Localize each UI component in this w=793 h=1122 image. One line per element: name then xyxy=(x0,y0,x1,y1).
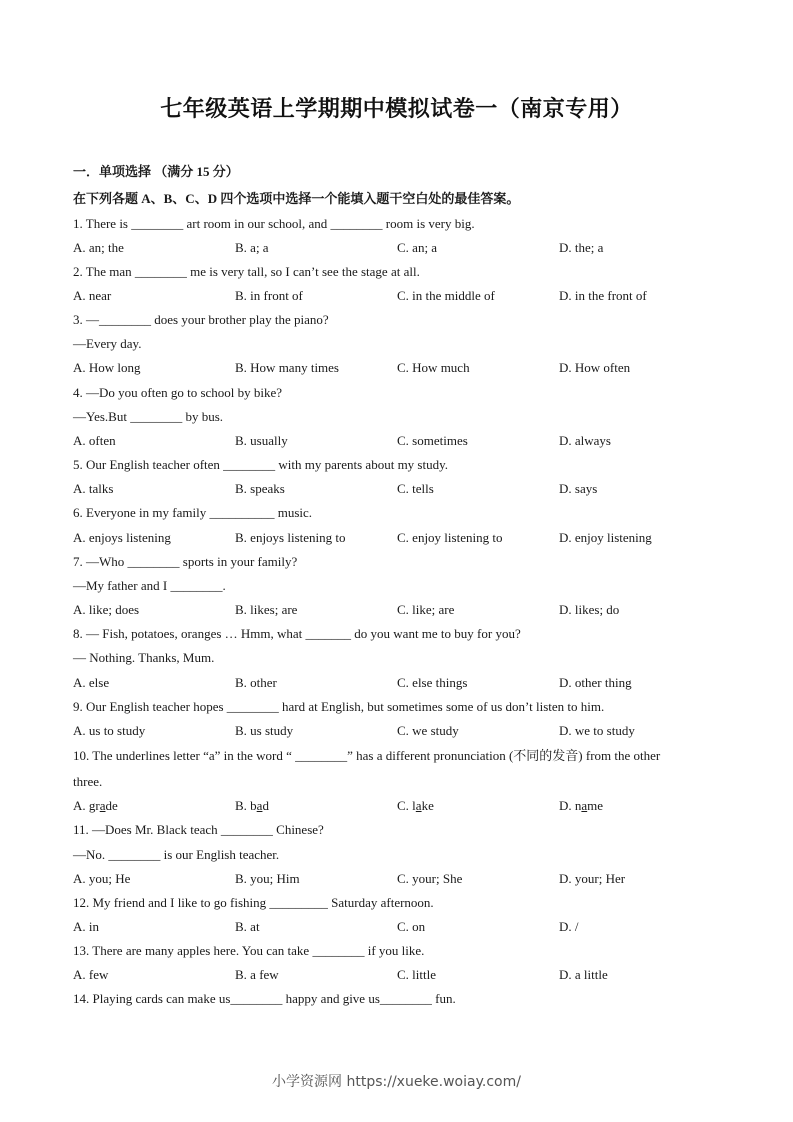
option-d: D. / xyxy=(559,919,579,934)
option-b: B. likes; are xyxy=(235,602,298,617)
option-b: B. us study xyxy=(235,723,294,738)
question-line: —My father and I ________. xyxy=(73,578,226,593)
option-b: B. you; Him xyxy=(235,871,300,886)
option-c: C. enjoy listening to xyxy=(397,530,503,545)
question-line: 9. Our English teacher hopes ________ hard at English, but sometimes some of us don’t listen to him. xyxy=(73,699,605,714)
option-text: C. l xyxy=(397,798,416,813)
section-heading: 一．单项选择 （满分 15 分） xyxy=(73,164,239,179)
option-text: A. gr xyxy=(73,798,100,813)
option-d: D. likes; do xyxy=(559,602,620,617)
option-d xyxy=(559,798,603,814)
option-a: A. in xyxy=(73,919,99,934)
option-a: A. else xyxy=(73,675,110,690)
option-text: B. b xyxy=(235,798,257,813)
option-text: me xyxy=(587,798,604,813)
option-b: B. enjoys listening to xyxy=(235,530,346,545)
option-c: C. little xyxy=(397,967,436,982)
option-c: C. sometimes xyxy=(397,433,468,448)
question-line: 8. — Fish, potatoes, oranges … Hmm, what _______ do you want me to buy for you? xyxy=(73,626,521,641)
options-row xyxy=(73,481,733,497)
option-text: ke xyxy=(421,798,434,813)
option-c: C. on xyxy=(397,919,426,934)
option-b: B. at xyxy=(235,919,260,934)
option-c xyxy=(397,798,434,814)
option-text: d xyxy=(262,798,269,813)
option-b: B. in front of xyxy=(235,288,303,303)
option-text: D. n xyxy=(559,798,582,813)
option-a: A. you; He xyxy=(73,871,131,886)
option-text: de xyxy=(105,798,118,813)
footer-watermark: 小学资源网 https://xueke.woiay.com/ xyxy=(272,1074,521,1090)
option-c: C. How much xyxy=(397,360,470,375)
option-c: C. like; are xyxy=(397,602,455,617)
question-line: three. xyxy=(73,774,103,789)
option-b: B. speaks xyxy=(235,481,285,496)
options-row xyxy=(73,798,733,814)
exam-title: 七年级英语上学期期中模拟试卷一（南京专用） xyxy=(160,96,633,121)
question-line: 14. Playing cards can make us________ happy and give us________ fun. xyxy=(73,991,456,1006)
option-a: A. us to study xyxy=(73,723,146,738)
option-a: A. near xyxy=(73,288,112,303)
options-row xyxy=(73,919,733,935)
option-a: A. often xyxy=(73,433,116,448)
option-d: D. says xyxy=(559,481,598,496)
option-b xyxy=(235,798,269,814)
options-row xyxy=(73,967,733,983)
question-line: 12. My friend and I like to go fishing _________ Saturday afternoon. xyxy=(73,895,434,910)
option-c: C. your; She xyxy=(397,871,463,886)
question-line: 5. Our English teacher often ________ with my parents about my study. xyxy=(73,457,449,472)
option-a: A. How long xyxy=(73,360,141,375)
question-line: 10. The underlines letter “a” in the word “ ________” has a different pronunciation (不同的发音) from the other xyxy=(73,748,661,763)
option-a: A. talks xyxy=(73,481,114,496)
option-d: D. your; Her xyxy=(559,871,626,886)
option-a: A. like; does xyxy=(73,602,140,617)
question-line: —No. ________ is our English teacher. xyxy=(73,847,280,862)
question-line: 4. —Do you often go to school by bike? xyxy=(73,385,283,400)
option-d: D. How often xyxy=(559,360,631,375)
question-line: 11. —Does Mr. Black teach ________ Chinese? xyxy=(73,822,324,837)
option-c: C. in the middle of xyxy=(397,288,495,303)
option-a xyxy=(73,798,118,814)
underlined-letter: a xyxy=(256,798,263,813)
option-d: D. other thing xyxy=(559,675,632,690)
option-b: B. a few xyxy=(235,967,279,982)
options-row xyxy=(73,675,733,691)
option-c: C. else things xyxy=(397,675,468,690)
options-row xyxy=(73,360,733,376)
question-line: —Every day. xyxy=(73,336,142,351)
option-b: B. How many times xyxy=(235,360,339,375)
option-a: A. few xyxy=(73,967,109,982)
options-row xyxy=(73,723,733,739)
question-line: 6. Everyone in my family __________ music. xyxy=(73,505,313,520)
question-line: 13. There are many apples here. You can take ________ if you like. xyxy=(73,943,425,958)
underlined-letter: a xyxy=(415,798,422,813)
options-row xyxy=(73,433,733,449)
option-d: D. a little xyxy=(559,967,608,982)
options-row xyxy=(73,288,733,304)
option-d: D. always xyxy=(559,433,611,448)
option-b: B. other xyxy=(235,675,277,690)
option-a: A. enjoys listening xyxy=(73,530,171,545)
option-a: A. an; the xyxy=(73,240,124,255)
question-line: —Yes.But ________ by bus. xyxy=(73,409,224,424)
instruction: 在下列各题 A、B、C、D 四个选项中选择一个能填入题干空白处的最佳答案。 xyxy=(73,191,520,206)
option-d: D. the; a xyxy=(559,240,604,255)
underlined-letter: a xyxy=(99,798,106,813)
underlined-letter: a xyxy=(581,798,588,813)
question-line: 1. There is ________ art room in our school, and ________ room is very big. xyxy=(73,216,475,231)
option-c: C. an; a xyxy=(397,240,438,255)
option-d: D. we to study xyxy=(559,723,635,738)
option-c: C. we study xyxy=(397,723,459,738)
option-c: C. tells xyxy=(397,481,434,496)
question-line: — Nothing. Thanks, Mum. xyxy=(73,650,215,665)
options-row xyxy=(73,240,733,256)
options-row xyxy=(73,871,733,887)
option-b: B. usually xyxy=(235,433,288,448)
question-line: 2. The man ________ me is very tall, so I can’t see the stage at all. xyxy=(73,264,420,279)
options-row xyxy=(73,602,733,618)
option-d: D. in the front of xyxy=(559,288,647,303)
option-b: B. a; a xyxy=(235,240,269,255)
options-row xyxy=(73,530,733,546)
option-d: D. enjoy listening xyxy=(559,530,652,545)
question-line: 7. —Who ________ sports in your family? xyxy=(73,554,298,569)
question-line: 3. —________ does your brother play the piano? xyxy=(73,312,329,327)
